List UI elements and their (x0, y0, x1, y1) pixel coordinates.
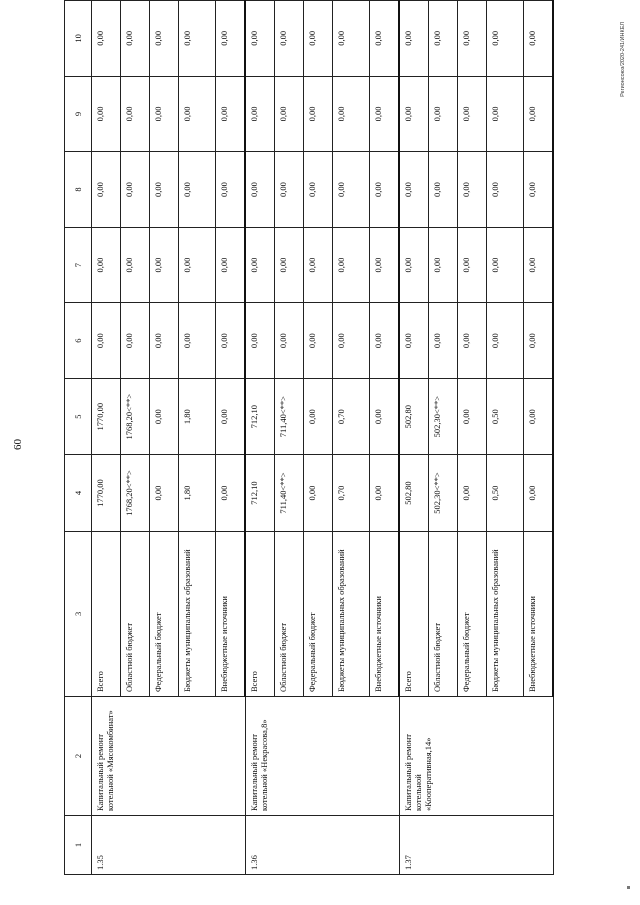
value-cell: 0,00 (333, 227, 370, 303)
value-cell: 0,00 (179, 303, 216, 379)
value-cell: 502,30<**> (429, 378, 458, 454)
value-cell: 0,00 (399, 303, 429, 379)
value-cell: 0,00 (399, 227, 429, 303)
value-cell: 0,00 (150, 303, 179, 379)
value-cell: 0,00 (304, 455, 333, 531)
value-cell: 0,00 (304, 1, 333, 77)
value-cell: 0,00 (121, 303, 150, 379)
table-row (92, 1, 121, 875)
value-cell: 0,00 (524, 152, 554, 228)
value-cell: 0,00 (458, 303, 487, 379)
value-cell: 0,00 (333, 152, 370, 228)
value-cell: 0,00 (458, 227, 487, 303)
value-cell: 0,00 (92, 152, 121, 228)
value-cell: 0,00 (121, 152, 150, 228)
table-body (92, 1, 554, 875)
value-cell: 0,00 (245, 1, 275, 77)
value-cell: 0,00 (429, 227, 458, 303)
column-header-8: 8 (65, 152, 92, 228)
value-cell: 0,00 (487, 76, 524, 152)
value-cell: 1770,00 (92, 378, 121, 454)
value-cell: 0,00 (487, 152, 524, 228)
funding-source-label: Внебюджетные источники (524, 531, 554, 696)
value-cell: 0,00 (216, 76, 246, 152)
column-header-4: 4 (65, 455, 92, 531)
funding-source-label: Внебюджетные источники (370, 531, 400, 696)
value-cell: 712,10 (245, 378, 275, 454)
column-header-7: 7 (65, 227, 92, 303)
header-row (65, 1, 92, 875)
column-header-1: 1 (65, 815, 92, 874)
item-name: Капитальный ремонт котельной «Некрасова,8» (245, 697, 399, 816)
value-cell: 0,70 (333, 378, 370, 454)
value-cell: 0,00 (429, 1, 458, 77)
funding-source-label: Областной бюджет (275, 531, 304, 696)
value-cell: 0,00 (275, 227, 304, 303)
value-cell: 1,80 (179, 378, 216, 454)
value-cell: 502,80 (399, 378, 429, 454)
value-cell: 0,00 (370, 455, 400, 531)
value-cell: 711,40<**> (275, 378, 304, 454)
value-cell: 0,00 (216, 303, 246, 379)
funding-source-label: Бюджеты муниципальных образований (487, 531, 524, 696)
value-cell: 0,00 (121, 227, 150, 303)
funding-source-label: Всего (245, 531, 275, 696)
column-header-9: 9 (65, 76, 92, 152)
value-cell: 1768,20<**> (121, 378, 150, 454)
item-number: 1.37 (399, 815, 553, 874)
value-cell: 0,00 (333, 303, 370, 379)
funding-source-label: Федеральный бюджет (150, 531, 179, 696)
value-cell: 0,00 (429, 152, 458, 228)
funding-source-label: Всего (399, 531, 429, 696)
value-cell: 0,00 (216, 378, 246, 454)
value-cell: 502,80 (399, 455, 429, 531)
page-number: 60 (12, 439, 24, 450)
value-cell: 0,00 (524, 303, 554, 379)
value-cell: 0,00 (245, 76, 275, 152)
value-cell: 0,00 (92, 76, 121, 152)
value-cell: 0,00 (370, 76, 400, 152)
value-cell: 0,00 (150, 455, 179, 531)
value-cell: 0,00 (150, 378, 179, 454)
value-cell: 0,00 (458, 1, 487, 77)
column-header-6: 6 (65, 303, 92, 379)
funding-source-label: Бюджеты муниципальных образований (333, 531, 370, 696)
value-cell: 0,00 (275, 303, 304, 379)
value-cell: 0,00 (150, 76, 179, 152)
value-cell: 0,00 (524, 76, 554, 152)
value-cell: 0,00 (524, 378, 554, 454)
funding-source-label: Областной бюджет (429, 531, 458, 696)
value-cell: 1768,20<**> (121, 455, 150, 531)
value-cell: 0,00 (487, 1, 524, 77)
value-cell: 0,00 (179, 76, 216, 152)
value-cell: 0,00 (458, 378, 487, 454)
value-cell: 0,00 (245, 152, 275, 228)
value-cell: 0,00 (245, 227, 275, 303)
item-name: Капитальный ремонт котельной «Мясокомбинат» (92, 697, 246, 816)
value-cell: 0,00 (429, 76, 458, 152)
column-header-2: 2 (65, 697, 92, 816)
value-cell: 0,00 (399, 76, 429, 152)
value-cell: 0,00 (487, 303, 524, 379)
value-cell: 0,00 (304, 378, 333, 454)
value-cell: 0,00 (92, 303, 121, 379)
value-cell: 0,00 (275, 1, 304, 77)
value-cell: 0,00 (370, 303, 400, 379)
value-cell: 0,00 (370, 378, 400, 454)
budget-table (64, 0, 554, 875)
funding-source-label: Федеральный бюджет (304, 531, 333, 696)
value-cell: 0,00 (275, 152, 304, 228)
value-cell: 502,30<**> (429, 455, 458, 531)
value-cell: 0,00 (458, 76, 487, 152)
value-cell: 0,00 (370, 227, 400, 303)
value-cell: 0,00 (370, 152, 400, 228)
value-cell: 0,00 (333, 76, 370, 152)
item-number: 1.36 (245, 815, 399, 874)
value-cell: 0,00 (524, 455, 554, 531)
column-header-3: 3 (65, 531, 92, 696)
table-row (399, 1, 429, 875)
value-cell: 712,10 (245, 455, 275, 531)
value-cell: 0,00 (524, 1, 554, 77)
value-cell: 0,00 (216, 152, 246, 228)
value-cell: 0,00 (179, 1, 216, 77)
value-cell: 0,00 (150, 152, 179, 228)
value-cell: 0,00 (370, 1, 400, 77)
value-cell: 0,00 (216, 455, 246, 531)
funding-source-label: Федеральный бюджет (458, 531, 487, 696)
value-cell: 0,00 (216, 1, 246, 77)
value-cell: 0,00 (304, 152, 333, 228)
value-cell: 0,50 (487, 378, 524, 454)
value-cell: 0,00 (487, 227, 524, 303)
value-cell: 0,00 (399, 1, 429, 77)
value-cell: 0,00 (458, 455, 487, 531)
value-cell: 0,00 (179, 152, 216, 228)
column-header-5: 5 (65, 378, 92, 454)
value-cell: 0,00 (150, 227, 179, 303)
value-cell: 0,70 (333, 455, 370, 531)
value-cell: 0,00 (304, 227, 333, 303)
scan-speck (627, 886, 630, 889)
item-name: Капитальный ремонт котельной «Кооперативная,14» (399, 697, 553, 816)
document-stamp: Регионсоюз/2020-241/ИНКЕЛ (620, 22, 626, 97)
funding-source-label: Всего (92, 531, 121, 696)
value-cell: 0,00 (245, 303, 275, 379)
value-cell: 0,00 (399, 152, 429, 228)
value-cell: 0,00 (121, 1, 150, 77)
value-cell: 0,00 (458, 152, 487, 228)
value-cell: 0,00 (333, 1, 370, 77)
value-cell: 0,00 (216, 227, 246, 303)
value-cell: 0,50 (487, 455, 524, 531)
funding-source-label: Бюджеты муниципальных образований (179, 531, 216, 696)
value-cell: 0,00 (275, 76, 304, 152)
value-cell: 0,00 (524, 227, 554, 303)
value-cell: 1770,00 (92, 455, 121, 531)
value-cell: 0,00 (92, 1, 121, 77)
value-cell: 0,00 (121, 76, 150, 152)
item-number: 1.35 (92, 815, 246, 874)
value-cell: 0,00 (150, 1, 179, 77)
value-cell: 0,00 (92, 227, 121, 303)
value-cell: 0,00 (304, 303, 333, 379)
value-cell: 1,80 (179, 455, 216, 531)
table-row (245, 1, 275, 875)
value-cell: 0,00 (429, 303, 458, 379)
value-cell: 0,00 (304, 76, 333, 152)
value-cell: 0,00 (179, 227, 216, 303)
funding-source-label: Внебюджетные источники (216, 531, 246, 696)
column-header-10: 10 (65, 1, 92, 77)
funding-source-label: Областной бюджет (121, 531, 150, 696)
value-cell: 711,40<**> (275, 455, 304, 531)
